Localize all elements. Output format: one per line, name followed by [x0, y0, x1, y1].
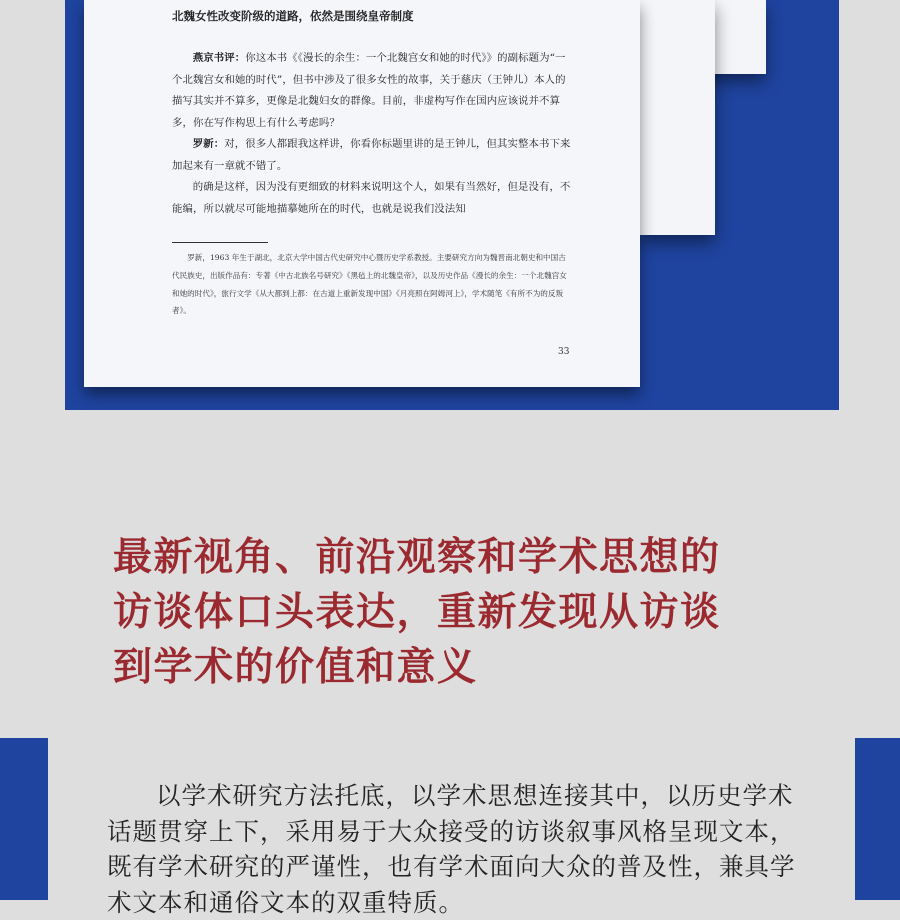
paragraph-continued: [172, 177, 572, 220]
paragraph-text: 对，很多人都跟我这样讲，你看你标题里讲的是王钟儿，但其实整本书下来加起来有一章就不错了。: [172, 138, 571, 172]
book-page-content: [172, 8, 572, 320]
headline-line: 到学术的价值和意义: [113, 645, 478, 690]
stacked-page-middle: [640, 0, 715, 235]
headline-line: 最新视角、前沿观察和学术思想的: [113, 535, 721, 580]
footnote-divider: [172, 242, 268, 243]
speaker-label: 燕京书评：: [192, 52, 246, 64]
headline-line: 访谈体口头表达，重新发现从访谈: [113, 590, 721, 635]
headline: [113, 530, 721, 695]
page-number: 33: [558, 347, 570, 357]
blue-side-bar-right: [855, 738, 900, 900]
speaker-label: 罗新：: [192, 138, 225, 150]
paragraph-text: 的确是这样，因为没有更细致的材料来说明这个人，如果有当然好，但是没有，不能编，所以就尽可能地描摹她所在的时代，也就是说我们没法知: [172, 181, 571, 215]
body-paragraph: 以学术研究方法托底，以学术思想连接其中，以历史学术话题贯穿上下，采用易于大众接受的访谈叙事风格呈现文本，既有学术研究的严谨性，也有学术面向大众的普及性，兼具学术文本和通俗文本的双重特质。: [107, 781, 796, 917]
book-page: [84, 0, 640, 387]
paragraph-interviewer: [172, 48, 572, 134]
page-heading: 北魏女性改变阶级的道路，依然是围绕皇帝制度: [172, 9, 414, 23]
paragraph-answer: [172, 134, 572, 177]
footnote: 罗新，1963 年生于湖北，北京大学中国古代史研究中心暨历史学系教授。主要研究方向为魏晋南北朝史和中国古代民族史，出版作品有：专著《中古北族名号研究》《黑毡上的北魏皇帝》，以及历史作品《漫长的余生：一个北魏宫女和她的时代》，旅行文学《从大都到上都：在古道上重新发现中国》《月亮照在阿姆河上》，学术随笔《有所不为的反叛者》。: [172, 253, 567, 316]
blue-side-bar-left: [0, 738, 48, 900]
paragraph-text: 你这本书《《漫长的余生：一个北魏宫女和她的时代》》的副标题为“一个北魏宫女和她的时代”，但书中涉及了很多女性的故事，关于慈庆（王钟儿）本人的描写其实并不算多，更像是北魏妇女的群像。目前，非虚构写作在国内应该说并不算多，你在写作构思上有什么考虑吗？: [172, 52, 566, 129]
